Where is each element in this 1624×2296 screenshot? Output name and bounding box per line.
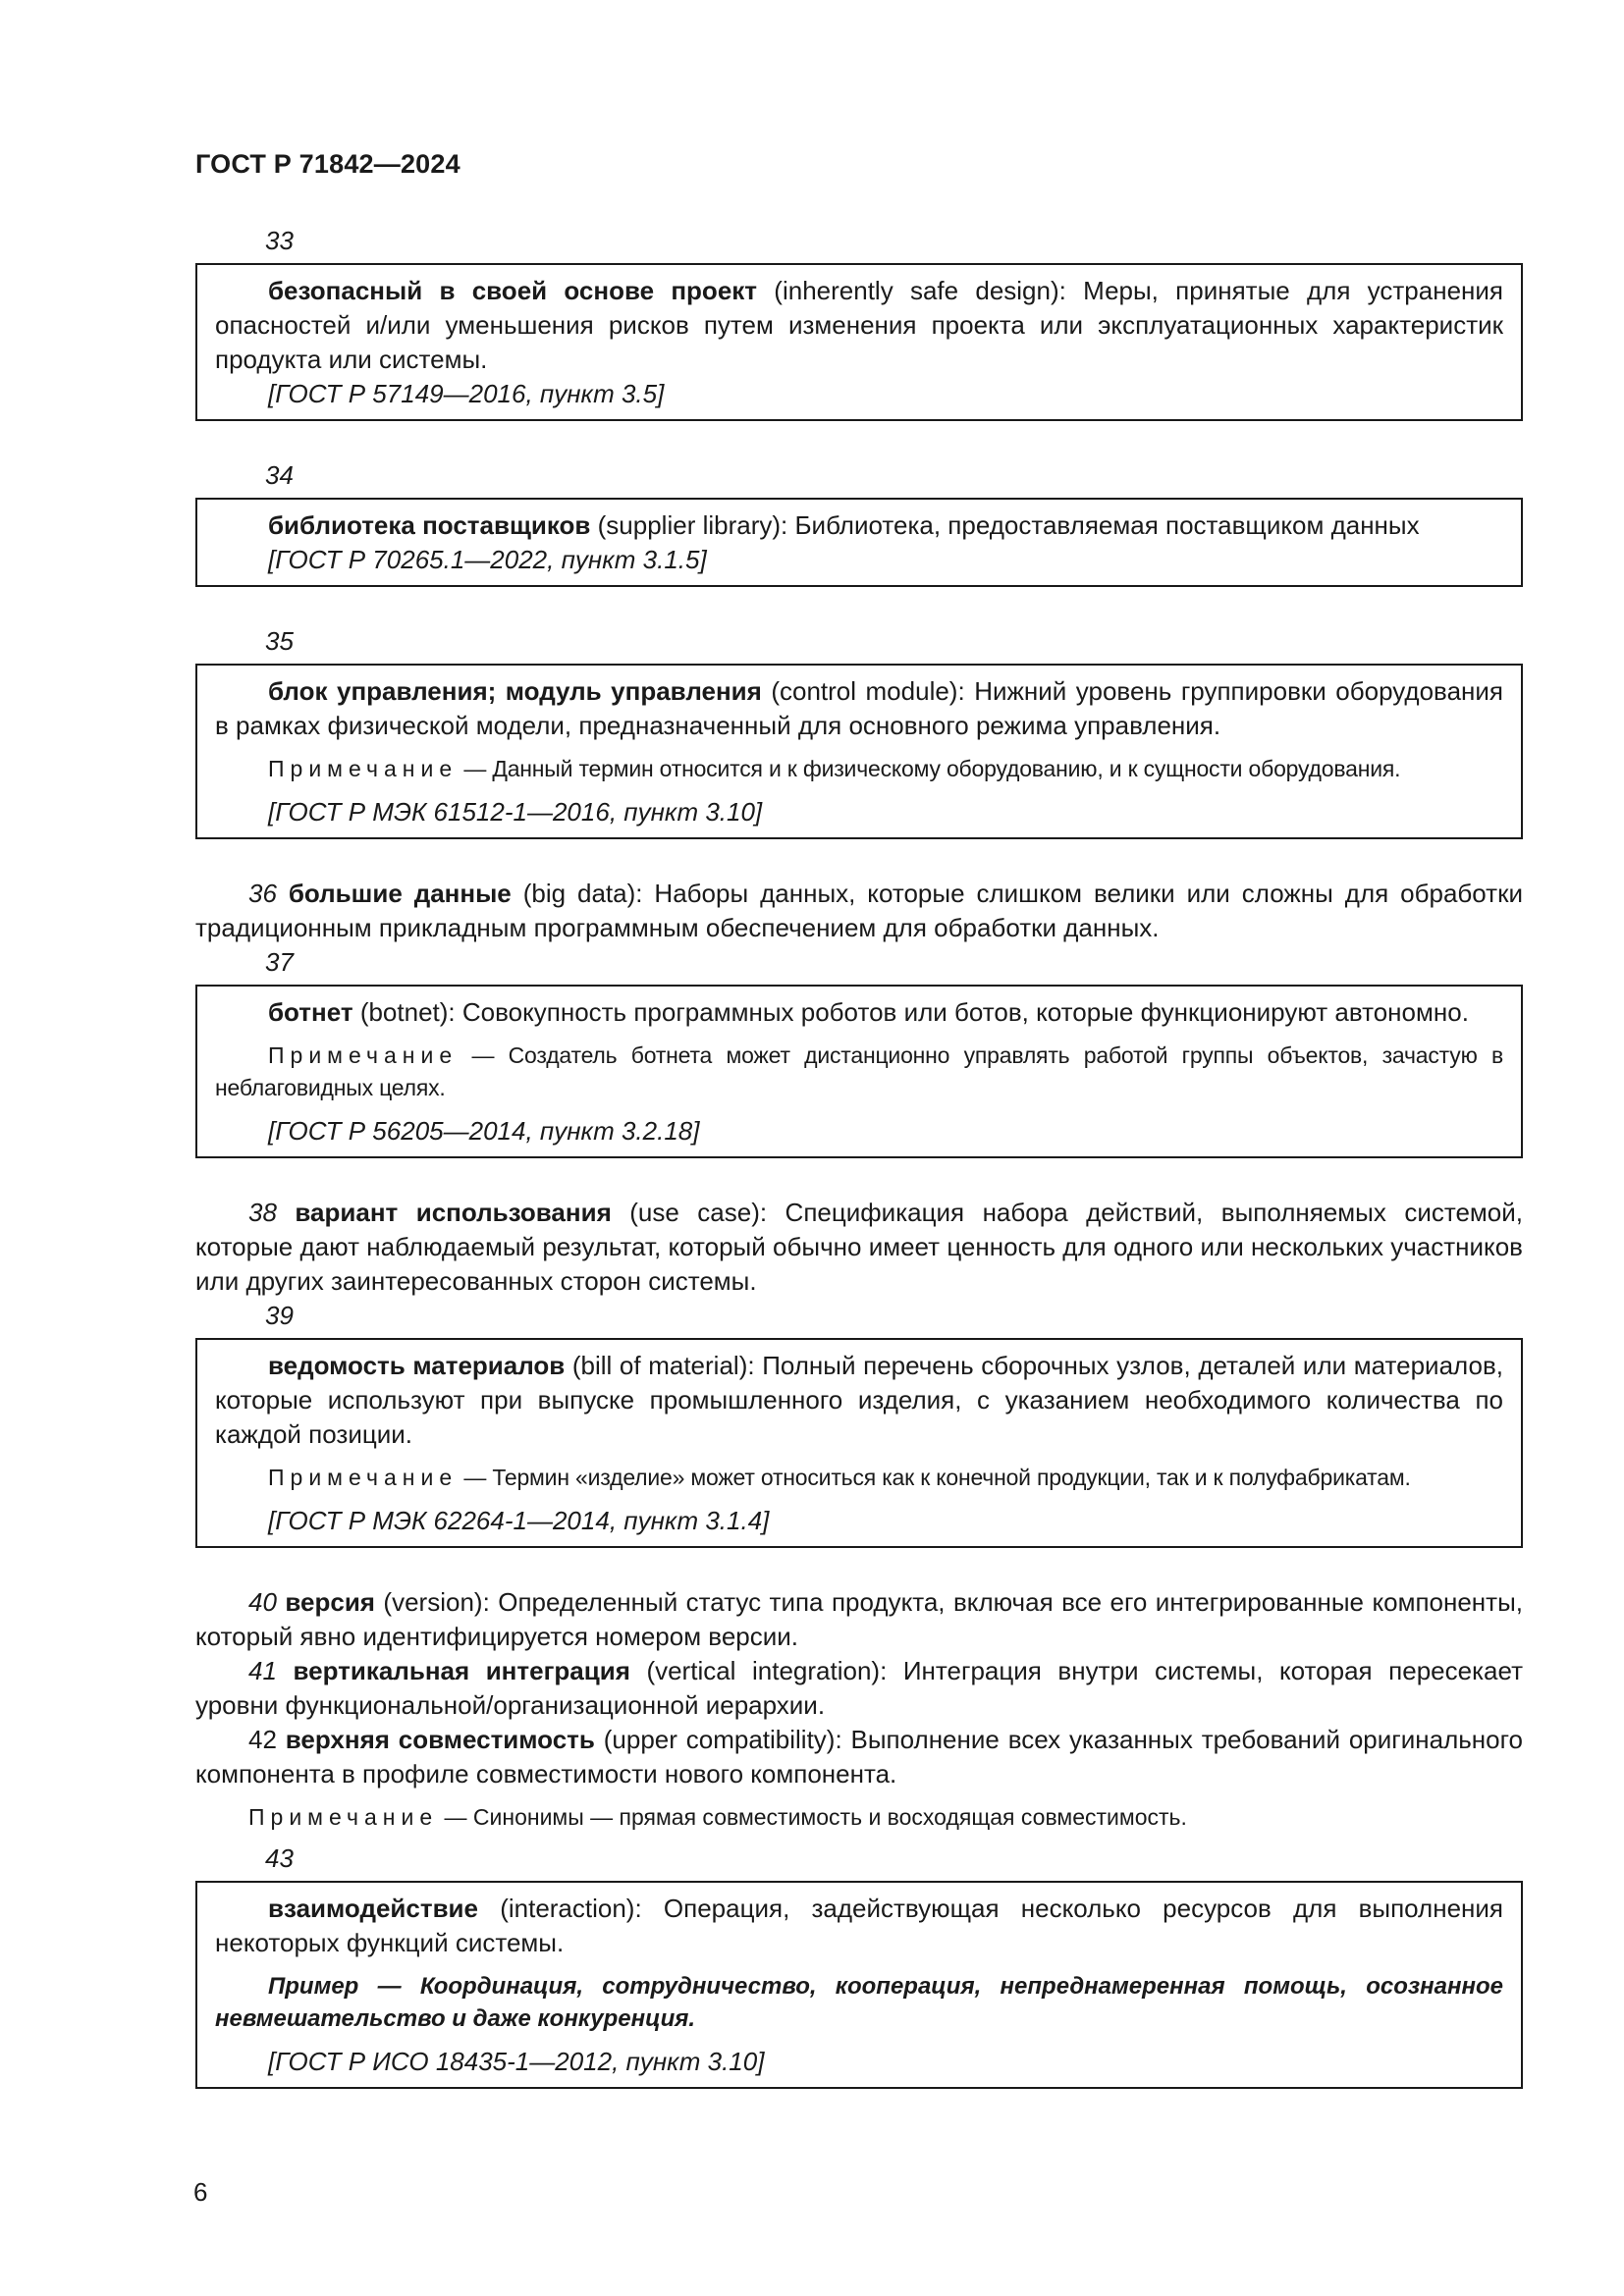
note xyxy=(215,753,1503,785)
term-english: (big data) xyxy=(511,879,636,908)
term-definition xyxy=(215,1892,1503,1960)
term-english: (version) xyxy=(374,1587,483,1617)
term-definition xyxy=(215,508,1503,543)
source-reference: [ГОСТ Р 57149—2016, пункт 3.5] xyxy=(268,379,665,408)
term-name: вариант использования xyxy=(295,1198,612,1227)
definition-text: : Меры, принятые для устранения опасностей и/или уменьшения рисков путем изменения проекта или эксплуатационных характеристик продукта или системы. xyxy=(215,276,1503,374)
term-english: (upper compatibility) xyxy=(594,1725,836,1754)
note-text: — Создатель ботнета может дистанционно управлять работой группы объектов, зачастую в неблаговидных целях. xyxy=(215,1042,1503,1100)
source-reference: [ГОСТ Р 70265.1—2022, пункт 3.1.5] xyxy=(268,545,707,574)
entry-number: 41 xyxy=(248,1656,277,1685)
term-english: (control module) xyxy=(761,676,958,706)
definition-text: : Наборы данных, которые слишком велики или сложны для обработки традиционным прикладным программным обеспечением для обработки данных. xyxy=(195,879,1523,942)
entry-number: 38 xyxy=(248,1198,277,1227)
definition-text: : Выполнение всех указанных требований оригинального компонента в профиле совместимости нового компонента. xyxy=(195,1725,1523,1789)
term-name: ведомость материалов xyxy=(268,1351,566,1380)
source-reference: [ГОСТ Р ИСО 18435-1—2012, пункт 3.10] xyxy=(268,2047,765,2076)
term-english: (inherently safe design) xyxy=(757,276,1059,305)
term-paragraph xyxy=(195,1654,1523,1723)
term-name: версия xyxy=(285,1587,375,1617)
note-text: — Данный термин относится и к физическому оборудованию, и к сущности оборудования. xyxy=(458,756,1401,781)
term-name: вертикальная интеграция xyxy=(293,1656,630,1685)
term-definition xyxy=(215,274,1503,377)
definition-text: : Определенный статус типа продукта, включая все его интегрированные компоненты, который явно идентифицируется номером версии. xyxy=(195,1587,1523,1651)
note-text: — Термин «изделие» может относиться как к конечной продукции, так и к полуфабрикатам. xyxy=(458,1465,1411,1490)
term-paragraph xyxy=(195,877,1523,945)
term-box xyxy=(195,1338,1523,1548)
term-box xyxy=(195,985,1523,1158)
note-label: Примечание xyxy=(248,1804,439,1830)
term-paragraph xyxy=(195,1196,1523,1299)
definition-text: : Спецификация набора действий, выполняемых системой, которые дают наблюдаемый результат, который обычно имеет ценность для одного или нескольких участников или других заинтересованных сторон системы. xyxy=(195,1198,1524,1296)
terms-list xyxy=(195,224,1523,2126)
source-reference: [ГОСТ Р МЭК 62264-1—2014, пункт 3.1.4] xyxy=(268,1506,770,1535)
term-name: верхняя совместимость xyxy=(285,1725,595,1754)
term-box xyxy=(195,664,1523,839)
definition-text: : Интеграция внутри системы, которая пересекает уровни функциональной/организационной иерархии. xyxy=(195,1656,1523,1720)
term-name: безопасный в своей основе проект xyxy=(268,276,758,305)
entry-number: 34 xyxy=(265,460,294,490)
source-reference: [ГОСТ Р 56205—2014, пункт 3.2.18] xyxy=(268,1116,700,1146)
example: Пример — Координация, сотрудничество, кооперация, непреднамеренная помощь, осознанное невмешательство и даже конкуренция. xyxy=(215,1973,1503,2032)
term-definition xyxy=(215,995,1503,1030)
term-english: (use case) xyxy=(611,1198,760,1227)
term-english: (vertical integration) xyxy=(629,1656,881,1685)
note xyxy=(195,1801,1523,1834)
definition-text: : Операция, задействующая несколько ресурсов для выполнения некоторых функций системы. xyxy=(215,1894,1504,1957)
source-reference: [ГОСТ Р МЭК 61512-1—2016, пункт 3.10] xyxy=(268,797,763,827)
term-definition xyxy=(215,674,1503,743)
definition-text: : Библиотека, предоставляемая поставщиком данных xyxy=(781,510,1420,540)
term-paragraph xyxy=(195,1723,1523,1791)
definition-text: : Нижний уровень группировки оборудования в рамках физической модели, предназначенный для основного режима управления. xyxy=(215,676,1503,740)
term-name: блок управления; модуль управления xyxy=(268,676,762,706)
note-text: — Синонимы — прямая совместимость и восходящая совместимость. xyxy=(438,1804,1187,1830)
entry-number: 40 xyxy=(248,1587,277,1617)
entry-number: 37 xyxy=(265,947,294,977)
term-name: ботнет xyxy=(268,997,353,1027)
term-box xyxy=(195,263,1523,421)
term-paragraph xyxy=(195,1585,1523,1654)
note xyxy=(215,1462,1503,1494)
entry-number: 36 xyxy=(248,879,277,908)
term-box xyxy=(195,498,1523,587)
term-english: (interaction) xyxy=(478,1894,635,1923)
note-label: Примечание xyxy=(268,756,459,781)
term-box xyxy=(195,1881,1523,2089)
term-english: (supplier library) xyxy=(590,510,782,540)
note-label: Примечание xyxy=(268,1042,459,1068)
definition-text: : Совокупность программных роботов или ботов, которые функционируют автономно. xyxy=(448,997,1469,1027)
page-number: 6 xyxy=(193,2177,208,2207)
note-label: Примечание xyxy=(268,1465,459,1490)
entry-number: 42 xyxy=(248,1725,277,1754)
term-definition xyxy=(215,1349,1503,1452)
document-header: ГОСТ Р 71842—2024 xyxy=(195,149,460,179)
entry-number: 43 xyxy=(265,1843,294,1873)
term-name: большие данные xyxy=(288,879,512,908)
term-name: библиотека поставщиков xyxy=(268,510,591,540)
entry-number: 35 xyxy=(265,626,294,656)
term-english: (botnet) xyxy=(352,997,449,1027)
term-english: (bill of material) xyxy=(565,1351,748,1380)
note xyxy=(215,1040,1503,1104)
term-name: взаимодействие xyxy=(268,1894,479,1923)
entry-number: 33 xyxy=(265,226,294,255)
definition-text: : Полный перечень сборочных узлов, деталей или материалов, которые используют при выпуске промышленного изделия, с указанием необходимого количества по каждой позиции. xyxy=(215,1351,1503,1449)
entry-number: 39 xyxy=(265,1301,294,1330)
